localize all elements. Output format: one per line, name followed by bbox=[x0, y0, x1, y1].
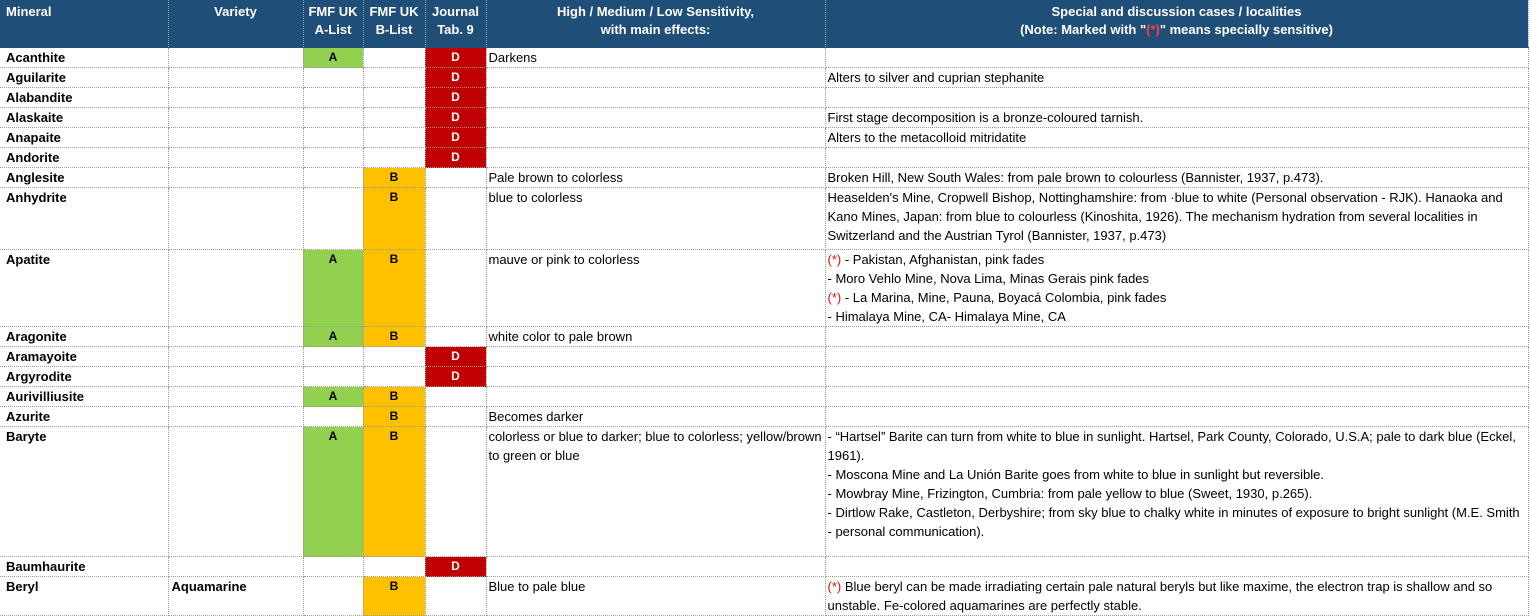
fmf-b-list-cell[interactable]: B bbox=[363, 387, 425, 407]
mineral-cell[interactable]: Anapaite bbox=[0, 128, 168, 148]
header-fmf-b-list[interactable]: FMF UK B-List bbox=[363, 0, 425, 48]
fmf-b-list-cell[interactable] bbox=[363, 148, 425, 168]
mineral-cell[interactable]: Alabandite bbox=[0, 88, 168, 108]
note-line bbox=[828, 577, 1526, 615]
header-row bbox=[0, 0, 1528, 48]
mineral-cell[interactable]: Aramayoite bbox=[0, 347, 168, 367]
table-row bbox=[0, 347, 1528, 367]
header-variety[interactable]: Variety bbox=[168, 0, 303, 48]
notes-cell[interactable] bbox=[825, 48, 1528, 68]
table-row bbox=[0, 427, 1528, 557]
fmf-b-list-cell[interactable] bbox=[363, 367, 425, 387]
fmf-a-list-cell[interactable] bbox=[303, 577, 363, 616]
notes-cell[interactable] bbox=[825, 108, 1528, 128]
fmf-b-list-cell[interactable] bbox=[363, 557, 425, 577]
notes-cell[interactable] bbox=[825, 367, 1528, 387]
mineral-cell[interactable]: Beryl bbox=[0, 577, 168, 616]
effect-cell[interactable] bbox=[486, 557, 825, 577]
fmf-a-list-cell[interactable]: A bbox=[303, 48, 363, 68]
mineral-cell[interactable]: Aguilarite bbox=[0, 68, 168, 88]
journal-cell[interactable]: D bbox=[425, 347, 486, 367]
notes-cell[interactable] bbox=[825, 88, 1528, 108]
note-text: - Moro Vehlo Mine, Nova Lima, Minas Gerais pink fades bbox=[827, 271, 1150, 286]
note-text: Blue beryl can be made irradiating certain pale natural beryls but like maxime, the electron trap is shallow and so unstable. Fe-colored aquamarines are perfectly stable. bbox=[827, 579, 1493, 613]
table-row bbox=[0, 557, 1528, 577]
fmf-a-list-cell[interactable]: A bbox=[303, 250, 363, 327]
mineral-cell[interactable]: Azurite bbox=[0, 407, 168, 427]
note-text: - Mowbray Mine, Frizington, Cumbria: from pale yellow to blue (Sweet, 1930, p.265). bbox=[827, 486, 1313, 501]
note-text: Alters to silver and cuprian stephanite bbox=[827, 70, 1045, 85]
notes-cell[interactable] bbox=[825, 347, 1528, 367]
fmf-a-list-cell[interactable] bbox=[303, 347, 363, 367]
journal-cell[interactable]: D bbox=[425, 68, 486, 88]
variety-cell[interactable] bbox=[168, 250, 303, 327]
mineral-cell[interactable]: Baryte bbox=[0, 427, 168, 557]
journal-cell[interactable] bbox=[425, 250, 486, 327]
mineral-cell[interactable]: Apatite bbox=[0, 250, 168, 327]
variety-cell[interactable] bbox=[168, 367, 303, 387]
notes-cell[interactable] bbox=[825, 168, 1528, 188]
note-text: First stage decomposition is a bronze-coloured tarnish. bbox=[827, 110, 1144, 125]
effect-cell[interactable] bbox=[486, 148, 825, 168]
fmf-b-list-cell[interactable]: B bbox=[363, 577, 425, 616]
effect-cell[interactable]: Blue to pale blue bbox=[486, 577, 825, 616]
note-text: - Dirtlow Rake, Castleton, Derbyshire; from sky blue to chalky white in minutes of exposure to bright sunlight (M.E. Smith - personal communication). bbox=[827, 505, 1520, 539]
notes-cell[interactable] bbox=[825, 327, 1528, 347]
note-line bbox=[828, 68, 1526, 87]
journal-cell[interactable]: D bbox=[425, 88, 486, 108]
effect-cell[interactable]: white color to pale brown bbox=[486, 327, 825, 347]
fmf-b-list-cell[interactable] bbox=[363, 88, 425, 108]
notes-cell[interactable] bbox=[825, 407, 1528, 427]
notes-cell[interactable] bbox=[825, 188, 1528, 250]
notes-cell[interactable] bbox=[825, 577, 1528, 616]
note-text: - “Hartsel” Barite can turn from white to blue in sunlight. Hartsel, Park County, Colorado, U.S.A; pale to dark blue (Eckel, 1961). bbox=[827, 429, 1516, 463]
table-row bbox=[0, 407, 1528, 427]
table-row bbox=[0, 250, 1528, 327]
mineral-cell[interactable]: Aurivilliusite bbox=[0, 387, 168, 407]
notes-cell[interactable] bbox=[825, 557, 1528, 577]
journal-cell[interactable]: D bbox=[425, 48, 486, 68]
mineral-cell[interactable]: Aragonite bbox=[0, 327, 168, 347]
fmf-b-list-cell[interactable] bbox=[363, 128, 425, 148]
variety-cell[interactable] bbox=[168, 407, 303, 427]
table-row bbox=[0, 387, 1528, 407]
header-fmf-a-list[interactable]: FMF UK A-List bbox=[303, 0, 363, 48]
table-row bbox=[0, 327, 1528, 347]
header-special-cases[interactable]: Special and discussion cases / localities (Note: Marked with "(*)" means specially sensitive) bbox=[825, 0, 1528, 48]
notes-cell[interactable] bbox=[825, 148, 1528, 168]
note-text: - Moscona Mine and La Unión Barite goes from white to blue in sunlight but reversible. bbox=[827, 467, 1324, 482]
note-text: - La Marina, Mine, Pauna, Boyacá Colombia, pink fades bbox=[841, 290, 1167, 305]
variety-cell[interactable]: Aquamarine bbox=[168, 577, 303, 616]
fmf-b-list-cell[interactable]: B bbox=[363, 168, 425, 188]
fmf-a-list-cell[interactable] bbox=[303, 148, 363, 168]
notes-cell[interactable] bbox=[825, 68, 1528, 88]
sensitive-marker: (*) bbox=[827, 252, 842, 267]
variety-cell[interactable] bbox=[168, 557, 303, 577]
journal-cell[interactable]: D bbox=[425, 128, 486, 148]
note-line bbox=[828, 188, 1526, 245]
journal-cell[interactable] bbox=[425, 387, 486, 407]
variety-cell[interactable] bbox=[168, 168, 303, 188]
fmf-b-list-cell[interactable] bbox=[363, 347, 425, 367]
note-line bbox=[828, 427, 1526, 465]
mineral-cell[interactable]: Baumhaurite bbox=[0, 557, 168, 577]
effect-cell[interactable]: colorless or blue to darker; blue to colorless; yellow/brown to green or blue bbox=[486, 427, 825, 557]
effect-cell[interactable]: Pale brown to colorless bbox=[486, 168, 825, 188]
table-body bbox=[0, 48, 1528, 616]
table-row bbox=[0, 48, 1528, 68]
note-line bbox=[828, 503, 1526, 541]
fmf-b-list-cell[interactable]: B bbox=[363, 407, 425, 427]
sensitive-marker: (*) bbox=[827, 579, 842, 594]
effect-cell[interactable] bbox=[486, 128, 825, 148]
fmf-a-list-cell[interactable]: A bbox=[303, 427, 363, 557]
note-line bbox=[828, 484, 1526, 503]
variety-cell[interactable] bbox=[168, 427, 303, 557]
mineral-cell[interactable]: Andorite bbox=[0, 148, 168, 168]
table-row bbox=[0, 128, 1528, 148]
header-mineral[interactable]: Mineral bbox=[0, 0, 168, 48]
table-row bbox=[0, 577, 1528, 616]
fmf-b-list-cell[interactable] bbox=[363, 108, 425, 128]
header-journal[interactable]: Journal Tab. 9 bbox=[425, 0, 486, 48]
journal-cell[interactable]: D bbox=[425, 557, 486, 577]
table-row bbox=[0, 367, 1528, 387]
fmf-a-list-cell[interactable] bbox=[303, 68, 363, 88]
note-line bbox=[828, 269, 1526, 288]
variety-cell[interactable] bbox=[168, 128, 303, 148]
variety-cell[interactable] bbox=[168, 327, 303, 347]
effect-cell[interactable]: blue to colorless bbox=[486, 188, 825, 250]
journal-cell[interactable]: D bbox=[425, 108, 486, 128]
journal-cell[interactable]: D bbox=[425, 148, 486, 168]
journal-cell[interactable] bbox=[425, 327, 486, 347]
note-line bbox=[828, 465, 1526, 484]
table-row bbox=[0, 168, 1528, 188]
note-text: - Himalaya Mine, CA- Himalaya Mine, CA bbox=[827, 309, 1066, 324]
note-line bbox=[828, 108, 1526, 127]
fmf-a-list-cell[interactable]: A bbox=[303, 387, 363, 407]
note-line bbox=[828, 250, 1526, 269]
fmf-a-list-cell[interactable] bbox=[303, 88, 363, 108]
fmf-b-list-cell[interactable]: B bbox=[363, 250, 425, 327]
effect-cell[interactable] bbox=[486, 387, 825, 407]
note-line bbox=[828, 307, 1526, 326]
table-row bbox=[0, 68, 1528, 88]
note-line bbox=[828, 168, 1526, 187]
effect-cell[interactable]: Becomes darker bbox=[486, 407, 825, 427]
variety-cell[interactable] bbox=[168, 387, 303, 407]
mineral-cell[interactable]: Argyrodite bbox=[0, 367, 168, 387]
variety-cell[interactable] bbox=[168, 148, 303, 168]
effect-cell[interactable] bbox=[486, 68, 825, 88]
variety-cell[interactable] bbox=[168, 188, 303, 250]
fmf-a-list-cell[interactable] bbox=[303, 108, 363, 128]
table-row bbox=[0, 88, 1528, 108]
effect-cell[interactable]: mauve or pink to colorless bbox=[486, 250, 825, 327]
variety-cell[interactable] bbox=[168, 48, 303, 68]
variety-cell[interactable] bbox=[168, 68, 303, 88]
fmf-b-list-cell[interactable] bbox=[363, 48, 425, 68]
effect-cell[interactable] bbox=[486, 108, 825, 128]
effect-cell[interactable] bbox=[486, 367, 825, 387]
fmf-a-list-cell[interactable] bbox=[303, 168, 363, 188]
note-line bbox=[828, 288, 1526, 307]
mineral-cell[interactable]: Anglesite bbox=[0, 168, 168, 188]
table-row bbox=[0, 148, 1528, 168]
mineral-cell[interactable]: Acanthite bbox=[0, 48, 168, 68]
note-text: - Pakistan, Afghanistan, pink fades bbox=[841, 252, 1045, 267]
fmf-a-list-cell[interactable]: A bbox=[303, 327, 363, 347]
note-line bbox=[828, 128, 1526, 147]
journal-cell[interactable]: D bbox=[425, 367, 486, 387]
sensitive-marker: (*) bbox=[827, 290, 842, 305]
mineral-cell[interactable]: Alaskaite bbox=[0, 108, 168, 128]
variety-cell[interactable] bbox=[168, 347, 303, 367]
journal-cell[interactable] bbox=[425, 168, 486, 188]
fmf-a-list-cell[interactable] bbox=[303, 188, 363, 250]
journal-cell[interactable] bbox=[425, 188, 486, 250]
table-row bbox=[0, 188, 1528, 250]
fmf-a-list-cell[interactable] bbox=[303, 128, 363, 148]
journal-cell[interactable] bbox=[425, 407, 486, 427]
note-text: Alters to the metacolloid mitridatite bbox=[827, 130, 1027, 145]
effect-cell[interactable] bbox=[486, 88, 825, 108]
variety-cell[interactable] bbox=[168, 108, 303, 128]
fmf-b-list-cell[interactable] bbox=[363, 68, 425, 88]
notes-cell[interactable] bbox=[825, 387, 1528, 407]
fmf-b-list-cell[interactable]: B bbox=[363, 427, 425, 557]
effect-cell[interactable] bbox=[486, 347, 825, 367]
effect-cell[interactable]: Darkens bbox=[486, 48, 825, 68]
mineral-cell[interactable]: Anhydrite bbox=[0, 188, 168, 250]
variety-cell[interactable] bbox=[168, 88, 303, 108]
note-text: Broken Hill, New South Wales: from pale brown to colourless (Bannister, 1937, p.473). bbox=[827, 170, 1324, 185]
table-row bbox=[0, 108, 1528, 128]
fmf-a-list-cell[interactable] bbox=[303, 367, 363, 387]
note-text: Heaselden's Mine, Cropwell Bishop, Nottinghamshire: from ·blue to white (Personal observation - RJK). Hanaoka and Kano Mines, Japan: from blue to colourless (Kinoshita, 1926). The mechanism hydration from several localities in Switzerland and the Austrian Tyrol (Bannister, 1937, p.473) bbox=[827, 190, 1503, 243]
notes-cell[interactable] bbox=[825, 128, 1528, 148]
fmf-a-list-cell[interactable] bbox=[303, 407, 363, 427]
fmf-b-list-cell[interactable]: B bbox=[363, 188, 425, 250]
journal-cell[interactable] bbox=[425, 427, 486, 557]
fmf-b-list-cell[interactable]: B bbox=[363, 327, 425, 347]
header-sensitivity[interactable]: High / Medium / Low Sensitivity, with main effects: bbox=[486, 0, 825, 48]
fmf-a-list-cell[interactable] bbox=[303, 557, 363, 577]
notes-cell[interactable] bbox=[825, 427, 1528, 557]
journal-cell[interactable] bbox=[425, 577, 486, 616]
notes-cell[interactable] bbox=[825, 250, 1528, 327]
